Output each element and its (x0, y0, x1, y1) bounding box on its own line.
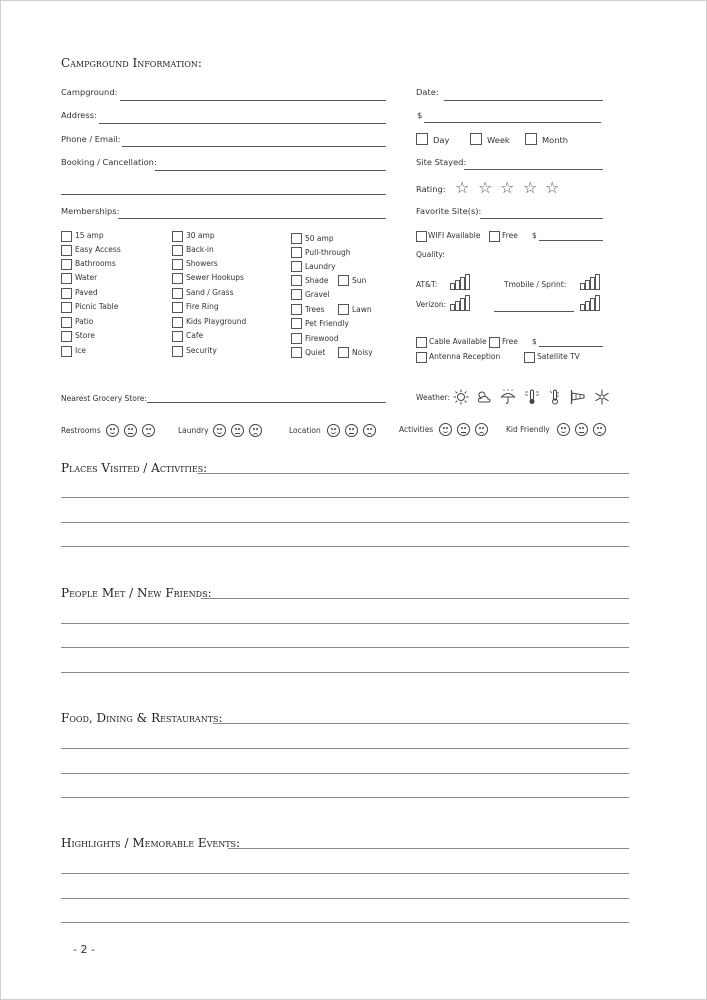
label-firewood: Firewood (305, 334, 339, 343)
smiley-neutral-icon[interactable] (575, 423, 588, 436)
smiley-neutral-icon[interactable] (124, 424, 137, 437)
smiley-happy-icon[interactable] (327, 424, 340, 437)
signal-bars-icon[interactable] (450, 276, 472, 290)
label-kids-playground: Kids Playground (186, 317, 247, 326)
label-satellite: Satellite TV (537, 352, 580, 361)
checkbox-laundry[interactable] (291, 261, 302, 272)
label-month: Month (542, 135, 569, 145)
checkbox-wifi-free[interactable] (489, 231, 500, 242)
checkbox-easy-access[interactable] (61, 245, 72, 256)
checkbox-pet-friendly[interactable] (291, 318, 302, 329)
smiley-neutral-icon[interactable] (231, 424, 244, 437)
campground-field[interactable] (120, 100, 386, 101)
location-label: Location (289, 426, 321, 435)
star-icon[interactable]: ☆ (500, 178, 515, 197)
label-15-amp: 15 amp (75, 231, 104, 240)
sun-icon[interactable] (453, 389, 469, 405)
verizon-label: Verizon: (416, 300, 447, 309)
people-line-1[interactable] (201, 598, 629, 599)
label-50-amp: 50 amp (305, 234, 334, 243)
checkbox-wifi[interactable] (416, 231, 427, 242)
label-bathrooms: Bathrooms (75, 259, 116, 268)
label-trees: Trees (305, 305, 325, 314)
checkbox-lawn[interactable] (338, 304, 349, 315)
label-lawn: Lawn (352, 305, 372, 314)
checkbox-month[interactable] (525, 133, 537, 145)
label-patio: Patio (75, 317, 94, 326)
smiley-happy-icon[interactable] (213, 424, 226, 437)
checkbox-sun[interactable] (338, 275, 349, 286)
hot-thermometer-icon[interactable] (524, 389, 540, 405)
highlights-line-4[interactable] (61, 922, 629, 923)
signal-bars-icon[interactable] (580, 297, 602, 311)
label-cable: Cable Available (429, 337, 487, 346)
memberships-field[interactable] (118, 218, 386, 219)
highlights-line-1[interactable] (228, 848, 629, 849)
att-label: AT&T: (416, 280, 438, 289)
smiley-sad-icon[interactable] (593, 423, 606, 436)
label-cafe: Cafe (186, 331, 204, 340)
site-stayed-field[interactable] (464, 169, 603, 170)
checkbox-cable-free[interactable] (489, 337, 500, 348)
label-sand-grass: Sand / Grass (186, 288, 234, 297)
checkbox-patio[interactable] (61, 317, 72, 328)
windsock-icon[interactable] (570, 389, 586, 405)
places-visited-heading: Places Visited / Activities: (61, 461, 208, 475)
label-picnic-table: Picnic Table (75, 302, 119, 311)
signal-bars-icon[interactable] (580, 276, 602, 290)
label-pull-through: Pull-through (305, 248, 351, 257)
carrier-field[interactable] (494, 311, 574, 312)
checkbox-bathrooms[interactable] (61, 259, 72, 270)
label-easy-access: Easy Access (75, 245, 121, 254)
label-quiet: Quiet (305, 348, 326, 357)
highlights-line-3[interactable] (61, 898, 629, 899)
date-label: Date: (416, 87, 439, 97)
label-water: Water (75, 273, 98, 282)
people-met-heading: People Met / New Friends: (61, 586, 212, 600)
label-paved: Paved (75, 288, 98, 297)
star-icon[interactable]: ☆ (455, 178, 470, 197)
kid-friendly-label: Kid Friendly (506, 425, 550, 434)
favorite-site-label: Favorite Site(s): (416, 206, 482, 216)
label-back-in: Back-in (186, 245, 214, 254)
label-gravel: Gravel (305, 290, 330, 299)
food-line-1[interactable] (213, 723, 629, 724)
star-icon[interactable]: ☆ (545, 178, 560, 197)
label-showers: Showers (186, 259, 218, 268)
places-line-2[interactable] (61, 497, 629, 498)
smiley-happy-icon[interactable] (106, 424, 119, 437)
checkbox-antenna[interactable] (416, 352, 427, 363)
laundry-rating-label: Laundry (178, 426, 209, 435)
highlights-heading: Highlights / Memorable Events: (61, 836, 241, 850)
memberships-label: Memberships: (61, 206, 120, 216)
label-pet-friendly: Pet Friendly (305, 319, 349, 328)
checkbox-satellite[interactable] (524, 352, 535, 363)
star-icon[interactable]: ☆ (523, 178, 538, 197)
label-laundry: Laundry (305, 262, 336, 271)
label-antenna: Antenna Reception (429, 352, 501, 361)
date-field[interactable] (444, 100, 603, 101)
checkbox-cable[interactable] (416, 337, 427, 348)
people-line-3[interactable] (61, 647, 629, 648)
highlights-line-2[interactable] (61, 873, 629, 874)
label-week: Week (487, 135, 510, 145)
people-line-2[interactable] (61, 623, 629, 624)
label-shade: Shade (305, 276, 329, 285)
checkbox-picnic-table[interactable] (61, 302, 72, 313)
checkbox-week[interactable] (470, 133, 482, 145)
booking-label: Booking / Cancellation: (61, 157, 157, 167)
checkbox-shade[interactable] (291, 275, 302, 286)
checkbox-gravel[interactable] (291, 289, 302, 300)
restrooms-label: Restrooms (61, 426, 101, 435)
cable-cost-field[interactable] (539, 346, 603, 347)
grocery-label: Nearest Grocery Store: (61, 394, 147, 403)
checkbox-quiet[interactable] (291, 347, 302, 358)
label-fire-ring: Fire Ring (186, 302, 219, 311)
smiley-happy-icon[interactable] (439, 423, 452, 436)
checkbox-day[interactable] (416, 133, 428, 145)
label-cable-dollar: $ (532, 337, 537, 346)
checkbox-showers[interactable] (172, 259, 183, 270)
checkbox-15-amp[interactable] (61, 231, 72, 242)
checkbox-50-amp[interactable] (291, 233, 302, 244)
checkbox-30-amp[interactable] (172, 231, 183, 242)
checkbox-ice[interactable] (61, 346, 72, 357)
partly-cloudy-icon[interactable] (476, 389, 492, 405)
label-security: Security (186, 346, 217, 355)
checkbox-water[interactable] (61, 273, 72, 284)
food-line-2[interactable] (61, 748, 629, 749)
booking-field-line-2[interactable] (61, 194, 386, 195)
label-store: Store (75, 331, 95, 340)
smiley-neutral-icon[interactable] (457, 423, 470, 436)
checkbox-kids-playground[interactable] (172, 317, 183, 328)
rating-label: Rating: (416, 184, 446, 194)
site-stayed-label: Site Stayed: (416, 157, 467, 167)
label-wifi-dollar: $ (532, 231, 537, 240)
campground-info-heading: Campground Information: (61, 56, 202, 70)
cost-field[interactable] (424, 122, 601, 123)
cost-dollar-label: $ (417, 110, 423, 120)
smiley-sad-icon[interactable] (363, 424, 376, 437)
favorite-site-field[interactable] (480, 218, 603, 219)
label-wifi: WIFI Available (428, 231, 481, 240)
checkbox-fire-ring[interactable] (172, 302, 183, 313)
tmobile-label: Tmobile / Sprint: (504, 280, 567, 289)
smiley-neutral-icon[interactable] (345, 424, 358, 437)
label-sewer-hookups: Sewer Hookups (186, 273, 244, 282)
snowflake-icon[interactable] (594, 389, 610, 405)
label-sun: Sun (352, 276, 367, 285)
people-line-4[interactable] (61, 672, 629, 673)
smiley-happy-icon[interactable] (557, 423, 570, 436)
checkbox-noisy[interactable] (338, 347, 349, 358)
quality-label: Quality: (416, 250, 445, 259)
label-30-amp: 30 amp (186, 231, 215, 240)
address-label: Address: (61, 110, 97, 120)
grocery-field[interactable] (147, 402, 386, 403)
campground-label: Campground: (61, 87, 118, 97)
checkbox-security[interactable] (172, 346, 183, 357)
smiley-sad-icon[interactable] (249, 424, 262, 437)
food-line-3[interactable] (61, 773, 629, 774)
checkbox-sewer-hookups[interactable] (172, 273, 183, 284)
signal-bars-icon[interactable] (450, 297, 472, 311)
smiley-sad-icon[interactable] (475, 423, 488, 436)
phone-email-field[interactable] (122, 146, 386, 147)
checkbox-store[interactable] (61, 331, 72, 342)
checkbox-cafe[interactable] (172, 331, 183, 342)
cold-thermometer-icon[interactable] (547, 389, 563, 405)
wifi-cost-field[interactable] (539, 240, 603, 241)
checkbox-sand-grass[interactable] (172, 288, 183, 299)
page-number: - 2 - (73, 943, 95, 956)
food-dining-heading: Food, Dining & Restaurants: (61, 711, 223, 725)
places-line-1[interactable] (197, 473, 629, 474)
activities-label: Activities (399, 425, 434, 434)
smiley-sad-icon[interactable] (142, 424, 155, 437)
booking-field[interactable] (155, 170, 386, 171)
star-icon[interactable]: ☆ (478, 178, 493, 197)
address-field[interactable] (99, 123, 386, 124)
label-day: Day (433, 135, 450, 145)
places-line-3[interactable] (61, 522, 629, 523)
checkbox-trees[interactable] (291, 304, 302, 315)
food-line-4[interactable] (61, 797, 629, 798)
phone-email-label: Phone / Email: (61, 134, 121, 144)
checkbox-pull-through[interactable] (291, 247, 302, 258)
label-cable-free: Free (502, 337, 518, 346)
rain-icon[interactable] (500, 389, 516, 405)
label-ice: Ice (75, 346, 86, 355)
label-noisy: Noisy (352, 348, 373, 357)
checkbox-paved[interactable] (61, 288, 72, 299)
weather-label: Weather: (416, 393, 450, 402)
places-line-4[interactable] (61, 546, 629, 547)
label-wifi-free: Free (502, 231, 518, 240)
checkbox-back-in[interactable] (172, 245, 183, 256)
checkbox-firewood[interactable] (291, 333, 302, 344)
